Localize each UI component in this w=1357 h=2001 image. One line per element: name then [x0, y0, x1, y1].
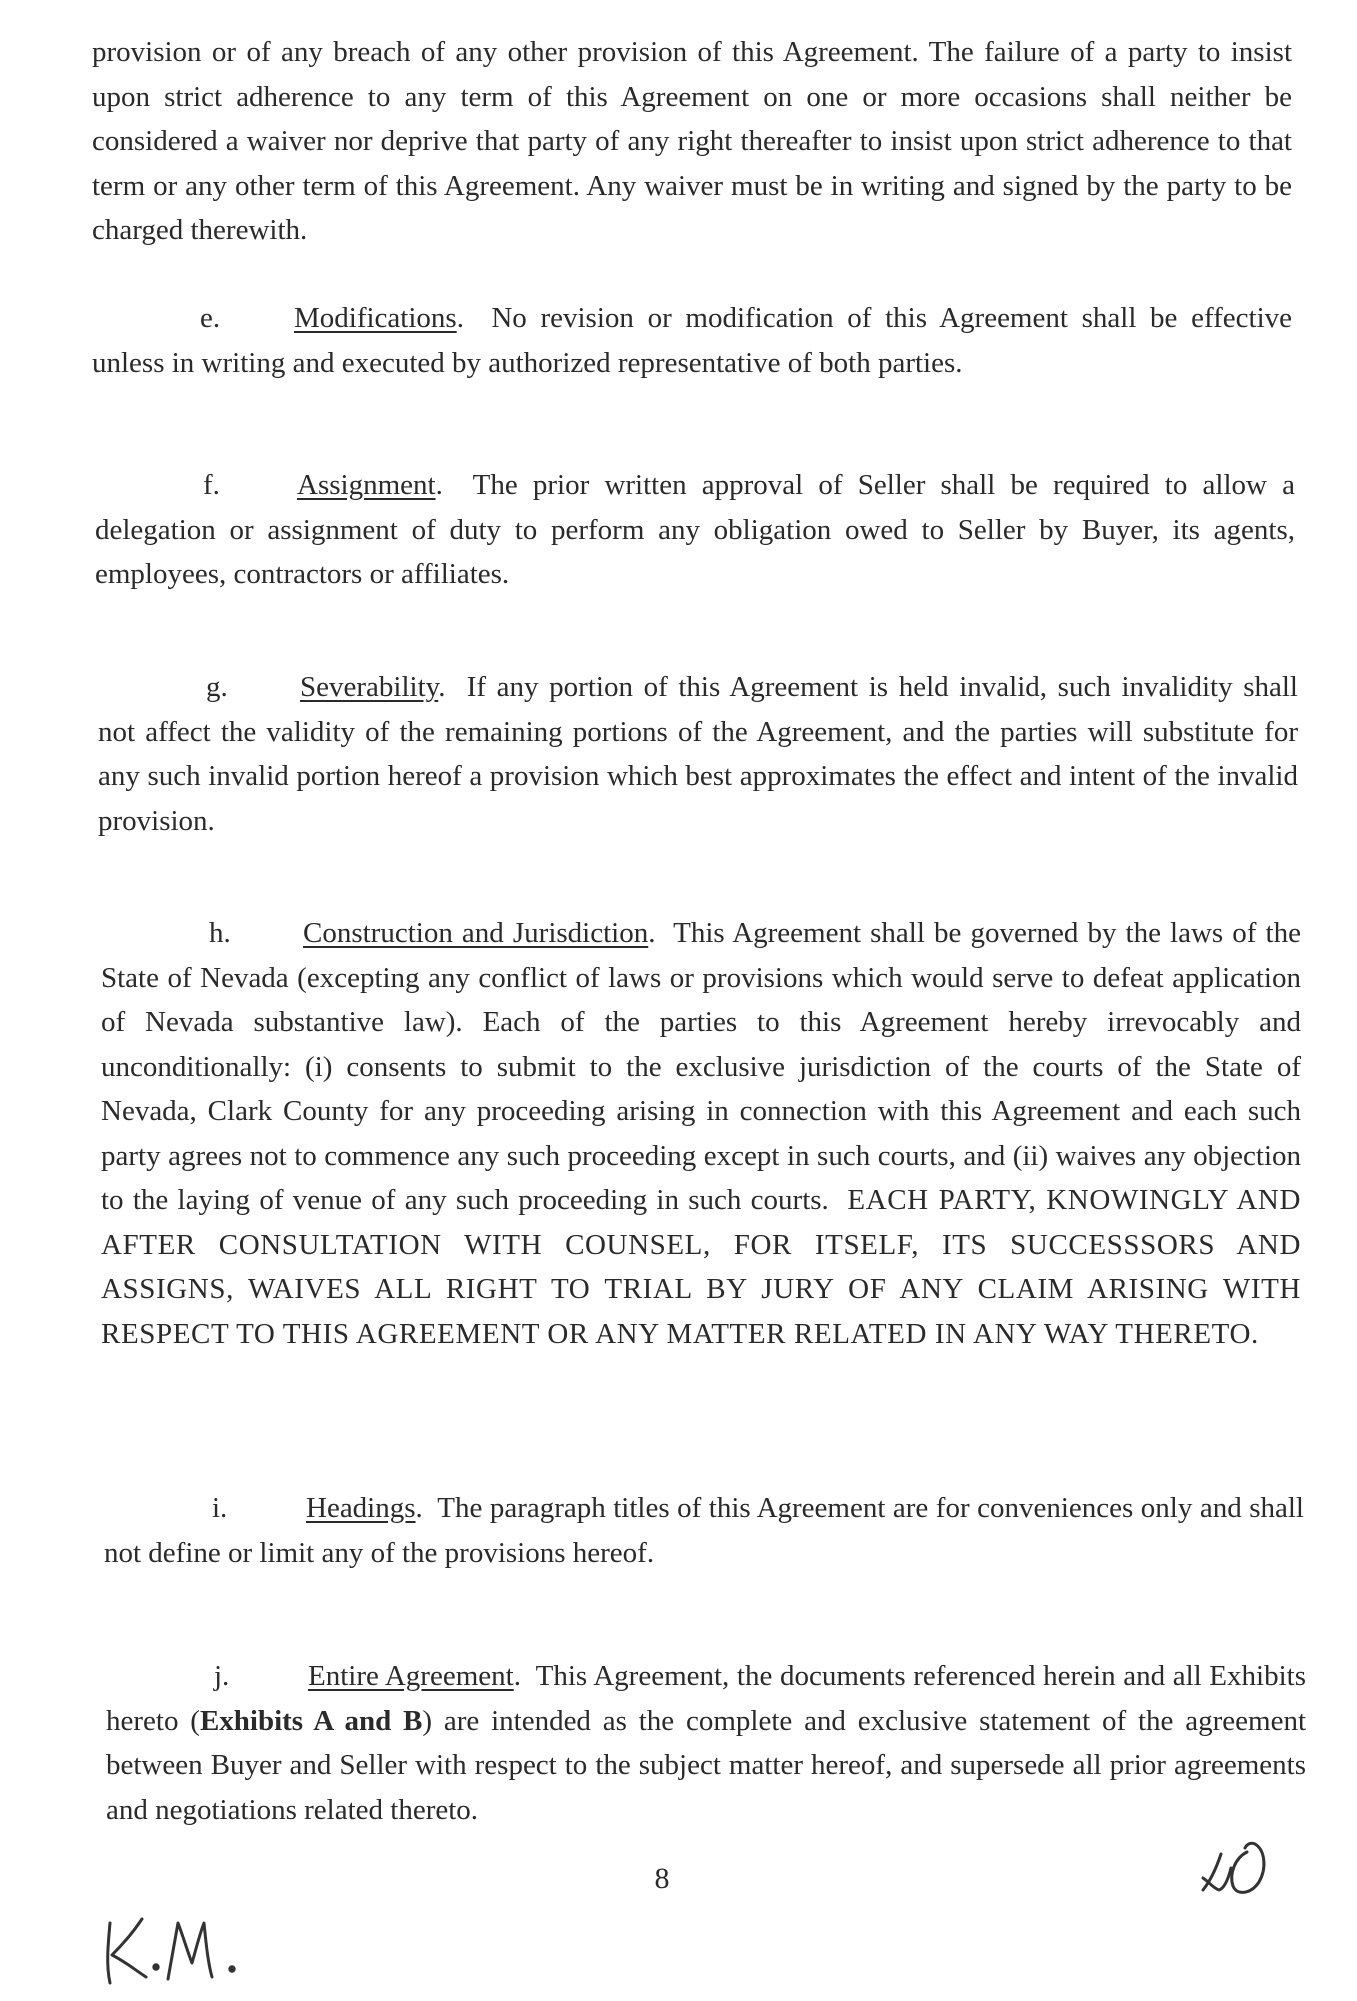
- section-heading: Severability: [300, 671, 439, 703]
- section-heading: Assignment: [297, 469, 436, 501]
- section-letter: h.: [209, 917, 231, 949]
- page-number: 8: [654, 1862, 670, 1895]
- section-heading: Modifications: [294, 302, 457, 334]
- section-j: j. Entire Agreement. This Agreement, the documents referenced herein and all Exhibits hereto (Exhibits A and B) are intended as the complete and exclusive statement of the agreement between Buyer and Seller with respect to the subject matter hereof, and supersede all prior agreements and negotiations related thereto.: [106, 1654, 1306, 1832]
- section-heading: Headings: [306, 1492, 416, 1524]
- section-i: i. Headings. The paragraph titles of this Agreement are for conveniences only and shall not define or limit any of the provisions hereof.: [104, 1486, 1304, 1575]
- initials-signature-right: [1195, 1830, 1295, 1905]
- continuation-text: provision or of any breach of any other provision of this Agreement. The failure of a party to insist upon strict adherence to any term of this Agreement on one or more occasions shall neither be considered a waiver nor deprive that party of any right thereafter to insist upon strict adherence to that term or any other term of this Agreement. Any waiver must be in writing and signed by the party to be charged therewith.: [92, 36, 1292, 246]
- section-text: The prior written approval of Seller shall be required to allow a delegation or assignment of duty to perform any obligation owed to Seller by Buyer, its agents, employees, contractors or affiliates.: [95, 469, 1295, 590]
- exhibits-reference: Exhibits A and B: [199, 1704, 423, 1737]
- section-heading: Construction and Jurisdiction: [303, 917, 649, 949]
- section-text: No revision or modification of this Agreement shall be effective unless in writing and executed by authorized representative of both parties.: [92, 302, 1292, 379]
- section-letter: i.: [212, 1492, 228, 1524]
- jury-waiver-text: EACH PARTY, KNOWINGLY AND AFTER CONSULTATION WITH COUNSEL, FOR ITSELF, ITS SUCCESSSORS AND ASSIGNS, WAIVES ALL RIGHT TO TRIAL BY JURY OF ANY CLAIM ARISING WITH RESPECT TO THIS AGREEMENT OR ANY MATTER RELATED IN ANY WAY THERETO.: [101, 1184, 1301, 1350]
- section-text: This Agreement shall be governed by the laws of the State of Nevada (excepting any conflict of laws or provisions which would serve to defeat application of Nevada substantive law). Each of the parties to this Agreement hereby irrevocably and unconditionally: (i) consents to submit to the exclusive jurisdiction of the courts of the State of Nevada, Clark County for any proceeding arising in connection with this Agreement and each such party agrees not to commence any such proceeding except in such courts, and (ii) waives any objection to the laying of venue of any such proceeding in such courts.: [101, 917, 1301, 1216]
- section-text: The paragraph titles of this Agreement are for conveniences only and shall not define or limit any of the provisions hereof.: [104, 1492, 1304, 1569]
- section-text: If any portion of this Agreement is held invalid, such invalidity shall not affect the validity of the remaining portions of the Agreement, and the parties will substitute for any such invalid portion hereof a provision which best approximates the effect and intent of the invalid provision.: [98, 671, 1298, 837]
- section-letter: j.: [214, 1660, 230, 1692]
- section-letter: e.: [200, 302, 221, 334]
- section-letter: g.: [206, 671, 228, 703]
- section-text: This Agreement, the documents referenced herein and all Exhibits hereto (: [106, 1660, 1306, 1737]
- section-f: f. Assignment. The prior written approval of Seller shall be required to allow a delegation or assignment of duty to perform any obligation owed to Seller by Buyer, its agents, employees, contractors or affiliates.: [95, 463, 1295, 597]
- section-h: h. Construction and Jurisdiction. This Agreement shall be governed by the laws of the State of Nevada (excepting any conflict of laws or provisions which would serve to defeat application of Nevada substantive law). Each of the parties to this Agreement hereby irrevocably and unconditionally: (i) consents to submit to the exclusive jurisdiction of the courts of the State of Nevada, Clark County for any proceeding arising in connection with this Agreement and each such party agrees not to commence any such proceeding except in such courts, and (ii) waives any objection to the laying of venue of any such proceeding in such courts. EACH PARTY, KNOWINGLY AND AFTER CONSULTATION WITH COUNSEL, FOR ITSELF, ITS SUCCESSSORS AND ASSIGNS, WAIVES ALL RIGHT TO TRIAL BY JURY OF ANY CLAIM ARISING WITH RESPECT TO THIS AGREEMENT OR ANY MATTER RELATED IN ANY WAY THERETO.: [101, 911, 1301, 1356]
- section-letter: f.: [203, 469, 220, 501]
- continuation-paragraph: [92, 30, 1292, 253]
- section-heading: Entire Agreement: [308, 1660, 514, 1692]
- section-e: e. Modifications. No revision or modification of this Agreement shall be effective unless in writing and executed by authorized representative of both parties.: [92, 296, 1292, 385]
- section-text-continued: ) are intended as the complete and exclusive statement of the agreement between Buyer and Seller with respect to the subject matter hereof, and supersede all prior agreements and negotiations related thereto.: [106, 1704, 1306, 1826]
- section-g: g. Severability. If any portion of this Agreement is held invalid, such invalidity shall not affect the validity of the remaining portions of the Agreement, and the parties will substitute for any such invalid portion hereof a provision which best approximates the effect and intent of the invalid provision.: [98, 665, 1298, 843]
- initials-signature-left: [96, 1905, 256, 1990]
